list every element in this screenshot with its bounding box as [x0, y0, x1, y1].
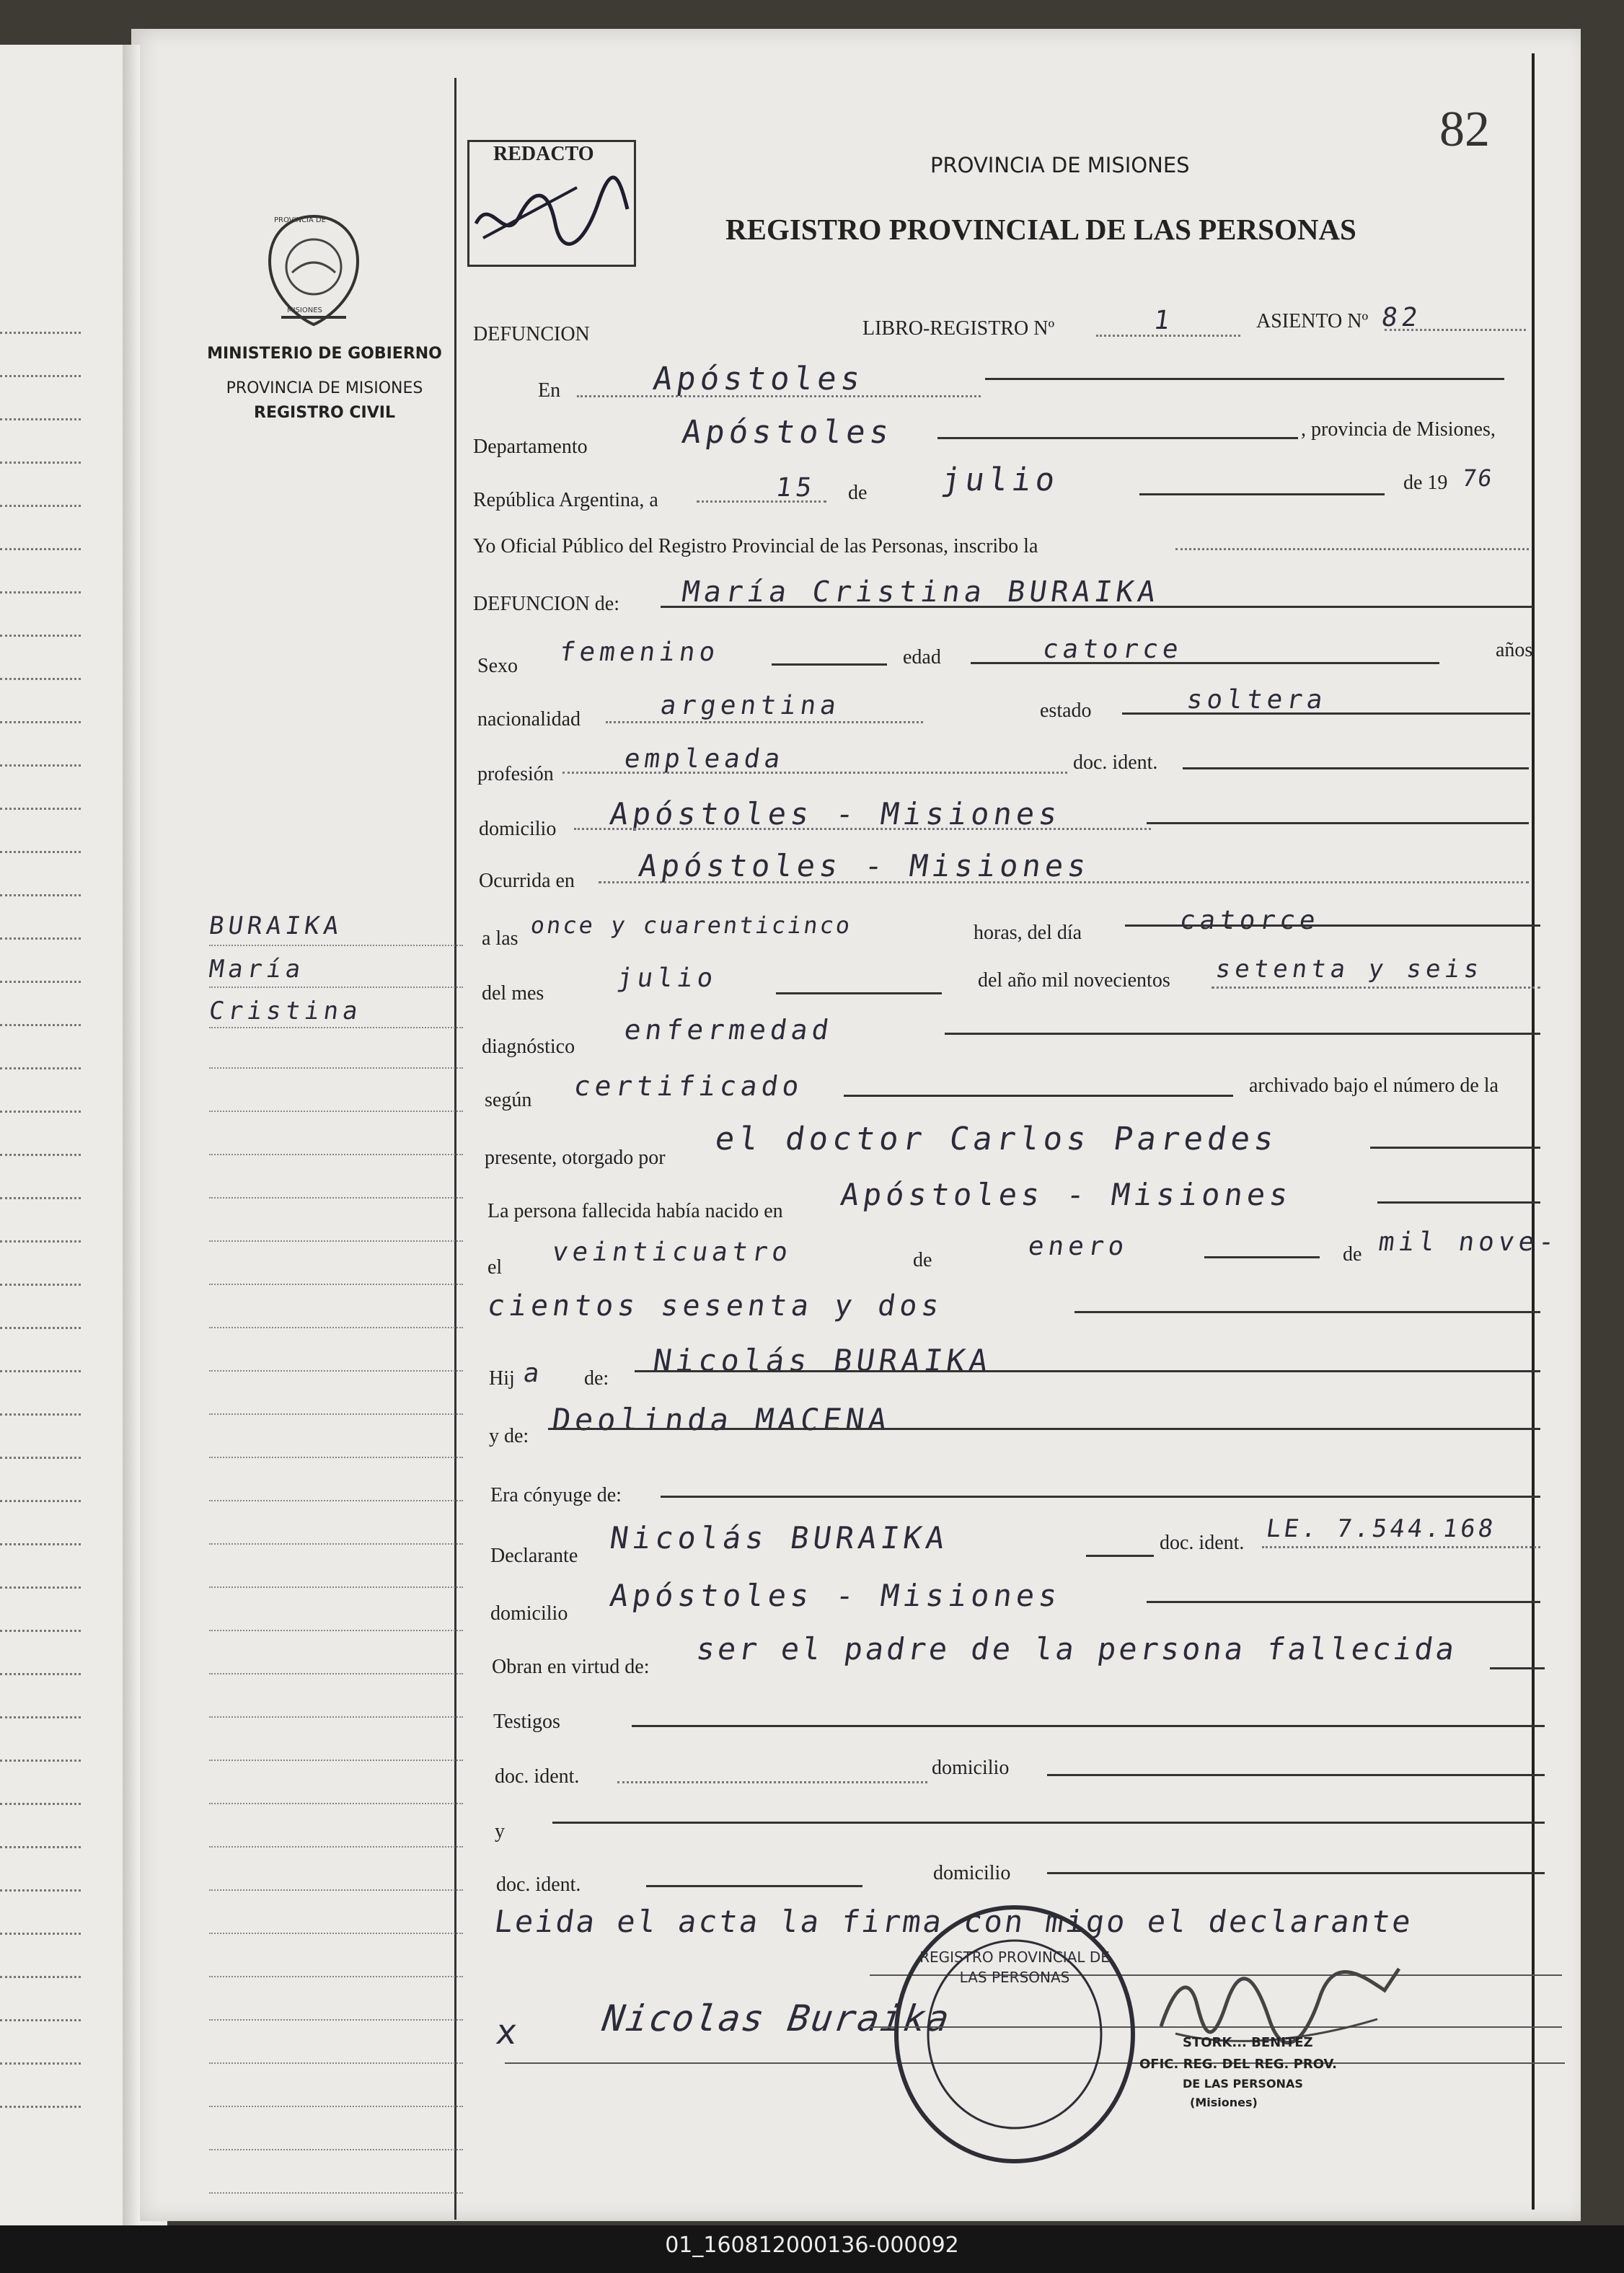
ano-value: 76 [1460, 464, 1496, 492]
header-province: PROVINCIA DE MISIONES [930, 153, 1190, 177]
diagnostico-label: diagnóstico [482, 1036, 575, 1058]
departamento-label: Departamento [473, 436, 588, 458]
right-rule [1532, 53, 1535, 2210]
segun-label: según [485, 1089, 532, 1111]
redacto-label: REDACTO [493, 143, 594, 165]
ministry-line-1: MINISTERIO DE GOBIERNO [207, 345, 442, 363]
domicilio-value: Apóstoles - Misiones [607, 796, 1064, 831]
testigo-1-doc-label: doc. ident. [495, 1765, 580, 1788]
declarante-domicilio-value: Apóstoles - Misiones [607, 1578, 1064, 1613]
obran-value: ser el padre de la persona fallecida [694, 1631, 1460, 1667]
estado-label: estado [1040, 699, 1092, 722]
anos-label: años [1496, 639, 1533, 661]
de-19-label: de 19 [1403, 472, 1448, 494]
leida-text: Leida el acta la firma con migo el declarante [492, 1904, 1416, 1939]
domicilio-label: domicilio [479, 818, 557, 840]
nacido-en-value: Apóstoles - Misiones [838, 1177, 1295, 1212]
nac-mes-value: enero [1026, 1232, 1131, 1261]
de-label-3: de [1343, 1243, 1362, 1266]
round-seal-icon [890, 1901, 1139, 2168]
nac-ano-1-value: mil nove- [1377, 1227, 1561, 1257]
ocurrida-value: Apóstoles - Misiones [636, 848, 1093, 883]
conyuge-label: Era cónyuge de: [490, 1484, 622, 1506]
y-de-label: y de: [489, 1425, 529, 1447]
padre-value: Nicolás BURAIKA [650, 1343, 994, 1378]
deceased-name: María Cristina BURAIKA [679, 575, 1162, 609]
nacionalidad-value: argentina [658, 691, 842, 720]
testigo-2-domicilio-label: domicilio [933, 1862, 1011, 1884]
provincia-label: , provincia de Misiones, [1301, 418, 1496, 441]
testigos-label: Testigos [493, 1711, 560, 1733]
otorgado-value: el doctor Carlos Paredes [712, 1121, 1281, 1157]
initials-scribble-icon [469, 166, 632, 260]
segun-value: certificado [571, 1070, 806, 1102]
diagnostico-value: enfermedad [622, 1014, 835, 1046]
archivado-label: archivado bajo el número de la [1249, 1074, 1499, 1097]
declarante-doc-value: LE. 7.544.168 [1264, 1514, 1498, 1543]
nac-ano-2-value: cientos sesenta y dos [485, 1289, 945, 1323]
y-label: y [495, 1820, 505, 1842]
signature-x: x [493, 2012, 524, 2052]
round-seal-text: REGISTRO PROVINCIAL DE LAS PERSONAS [919, 1948, 1110, 1986]
obran-label: Obran en virtud de: [492, 1656, 650, 1678]
margin-note-name-2: Cristina [207, 997, 364, 1025]
hij-label: Hij [489, 1367, 515, 1390]
del-mes-label: del mes [482, 982, 544, 1005]
profesion-value: empleada [622, 744, 787, 774]
official-stamp-line-4: (Misiones) [1190, 2096, 1258, 2109]
page-gutter [123, 45, 140, 2225]
de-label-2: de [913, 1249, 932, 1271]
edad-value: catorce [1041, 635, 1185, 664]
hij-suffix: a [521, 1359, 546, 1388]
dia-value: 15 [774, 473, 818, 503]
official-stamp-line-3: DE LAS PERSONAS [1183, 2077, 1303, 2091]
presente-label: presente, otorgado por [485, 1147, 666, 1169]
a-las-label: a las [482, 927, 518, 950]
seal-caption-bottom: MISIONES [287, 306, 322, 314]
official-stamp-line-1: STORK... BENITEZ [1183, 2035, 1313, 2050]
libro-value: 1 [1152, 306, 1176, 335]
sexo-label: Sexo [477, 655, 518, 677]
sexo-value: femenino [557, 637, 722, 667]
horas-label: horas, del día [974, 922, 1082, 944]
margin-note-name-1: María [207, 955, 307, 984]
el-label: el [487, 1256, 503, 1279]
declarante-label: Declarante [490, 1545, 578, 1567]
estado-value: soltera [1185, 685, 1329, 715]
asiento-label: ASIENTO Nº [1256, 310, 1369, 332]
header-title: REGISTRO PROVINCIAL DE LAS PERSONAS [725, 213, 1356, 246]
departamento-value: Apóstoles [679, 414, 896, 451]
margin-note-surname: BURAIKA [207, 912, 345, 940]
declarante-doc-label: doc. ident. [1160, 1532, 1245, 1554]
page-number: 82 [1439, 102, 1490, 157]
declarante-value: Nicolás BURAIKA [607, 1520, 951, 1555]
profesion-doc-label: doc. ident. [1073, 751, 1158, 774]
hij-de-label: de: [584, 1367, 609, 1390]
en-label: En [538, 379, 561, 402]
testigo-2-doc-label: doc. ident. [496, 1873, 581, 1896]
de-label-1: de [848, 482, 868, 504]
ministry-line-2: PROVINCIA DE MISIONES [226, 379, 423, 397]
seal-caption-top: PROVINCIA DE [274, 216, 326, 224]
mes-letras-value: julio [615, 963, 720, 993]
nacionalidad-label: nacionalidad [477, 708, 581, 731]
ano-letras-value: setenta y seis [1214, 955, 1486, 984]
nac-dia-value: veinticuatro [550, 1237, 794, 1267]
ocurrida-label: Ocurrida en [479, 870, 575, 892]
profesion-label: profesión [477, 763, 554, 785]
official-stamp-line-2: OFIC. REG. DEL REG. PROV. [1139, 2057, 1337, 2072]
defuncion-label: DEFUNCION [473, 323, 590, 345]
del-ano-label: del año mil novecientos [978, 969, 1170, 992]
libro-label: LIBRO-REGISTRO Nº [862, 317, 1055, 340]
nacido-en-label: La persona fallecida había nacido en [487, 1200, 783, 1222]
dia-letras-value: catorce [1178, 906, 1322, 935]
footer-id: 01_160812000136-000092 [665, 2233, 959, 2258]
edad-label: edad [903, 646, 941, 668]
madre-value: Deolinda MACENA [550, 1402, 893, 1437]
margin-rule [454, 78, 456, 2220]
testigo-1-domicilio-label: domicilio [932, 1757, 1010, 1779]
declarant-signature: Nicolas Buraika [599, 1998, 953, 2039]
yo-oficial-label: Yo Oficial Público del Registro Provincial de las Personas, inscribo la [473, 535, 1038, 557]
ministry-line-3: REGISTRO CIVIL [254, 404, 395, 422]
en-value: Apóstoles [650, 361, 868, 397]
republica-label: República Argentina, a [473, 489, 658, 511]
asiento-value: 82 [1380, 303, 1424, 332]
mes-value: julio [939, 462, 1062, 498]
declarante-domicilio-label: domicilio [490, 1602, 568, 1625]
defuncion-de-label: DEFUNCION de: [473, 593, 619, 615]
hora-value: once y cuarenticinco [529, 912, 854, 939]
